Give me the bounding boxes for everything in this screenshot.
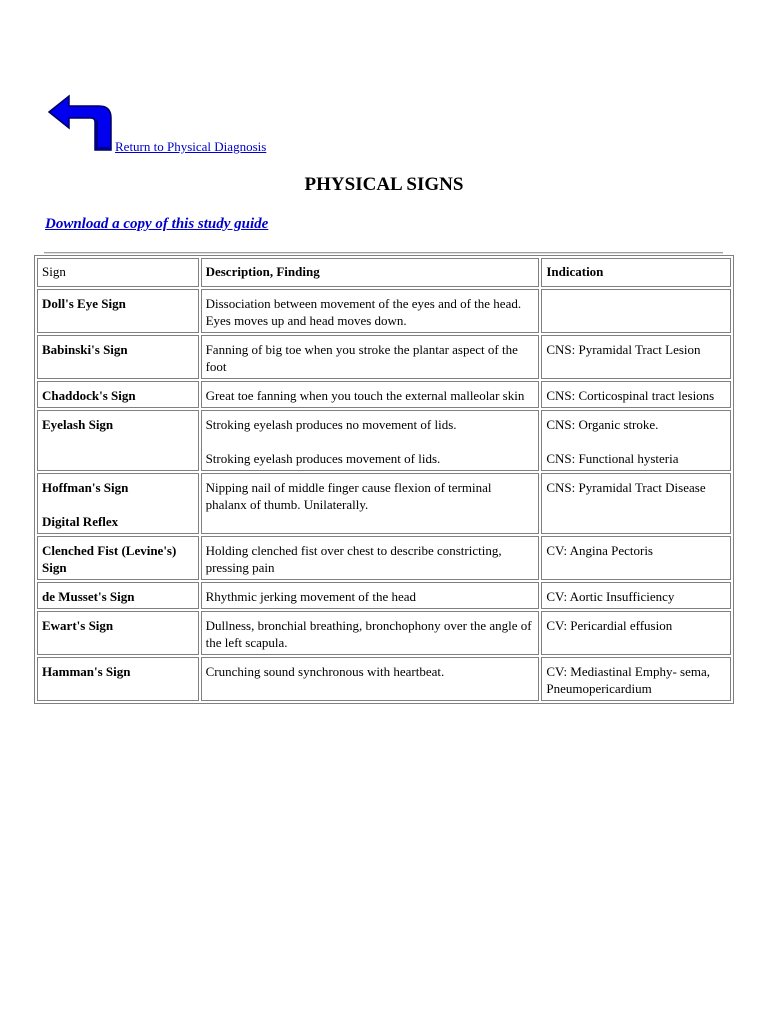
indication-cell (541, 410, 731, 471)
description-cell (201, 410, 540, 471)
table-row (37, 473, 731, 534)
description-cell: Crunching sound synchronous with heartbeat. (201, 657, 540, 701)
description-line: Stroking eyelash produces movement of lids. (205, 451, 441, 466)
sign-cell: Clenched Fist (Levine's) Sign (37, 536, 199, 580)
indication-cell: CV: Mediastinal Emphy- sema, Pneumopericardium (541, 657, 731, 701)
sign-cell: Chaddock's Sign (37, 381, 199, 408)
return-navigation (47, 92, 747, 156)
sign-cell: Babinski's Sign (37, 335, 199, 379)
indication-cell (541, 289, 731, 333)
physical-signs-table (34, 255, 734, 704)
sign-cell: Ewart's Sign (37, 611, 199, 655)
sign-cell: Doll's Eye Sign (37, 289, 199, 333)
description-line: Stroking eyelash produces no movement of lids. (205, 417, 457, 432)
sign-cell: Eyelash Sign (37, 410, 199, 471)
indication-line: CNS: Functional hysteria (546, 451, 679, 466)
indication-cell: CV: Aortic Insufficiency (541, 582, 731, 609)
return-link[interactable]: Return to Physical Diagnosis (115, 139, 267, 154)
table-row (37, 410, 731, 471)
sign-cell (37, 473, 199, 534)
header-sign: Sign (37, 258, 199, 287)
description-cell: Great toe fanning when you touch the external malleolar skin (201, 381, 540, 408)
description-cell: Dissociation between movement of the eyes and of the head. Eyes moves up and head moves down. (201, 289, 540, 333)
description-cell: Nipping nail of middle finger cause flexion of terminal phalanx of thumb. Unilaterally. (201, 473, 540, 534)
sign-cell: Hamman's Sign (37, 657, 199, 701)
description-cell: Holding clenched fist over chest to describe constricting, pressing pain (201, 536, 540, 580)
header-description: Description, Finding (201, 258, 540, 287)
horizontal-divider (44, 252, 723, 254)
table-row (37, 335, 731, 379)
indication-line: CNS: Organic stroke. (546, 417, 659, 432)
page-title: PHYSICAL SIGNS (304, 174, 464, 195)
back-arrow-icon[interactable] (47, 92, 115, 152)
description-cell: Fanning of big toe when you stroke the plantar aspect of the foot (201, 335, 540, 379)
table-header-row (37, 258, 731, 287)
table-row (37, 582, 731, 609)
description-cell: Dullness, bronchial breathing, bronchophony over the angle of the left scapula. (201, 611, 540, 655)
table-row (37, 289, 731, 333)
indication-cell: CNS: Pyramidal Tract Lesion (541, 335, 731, 379)
description-cell: Rhythmic jerking movement of the head (201, 582, 540, 609)
sign-line: Hoffman's Sign (42, 480, 129, 495)
indication-cell: CV: Pericardial effusion (541, 611, 731, 655)
sign-cell: de Musset's Sign (37, 582, 199, 609)
indication-cell: CV: Angina Pectoris (541, 536, 731, 580)
table-row (37, 611, 731, 655)
table-row (37, 536, 731, 580)
download-study-guide-link[interactable]: Download a copy of this study guide (45, 216, 269, 232)
indication-cell: CNS: Corticospinal tract lesions (541, 381, 731, 408)
indication-cell: CNS: Pyramidal Tract Disease (541, 473, 731, 534)
table-row (37, 657, 731, 701)
header-indication: Indication (541, 258, 731, 287)
sign-line: Digital Reflex (42, 514, 119, 529)
table-row (37, 381, 731, 408)
